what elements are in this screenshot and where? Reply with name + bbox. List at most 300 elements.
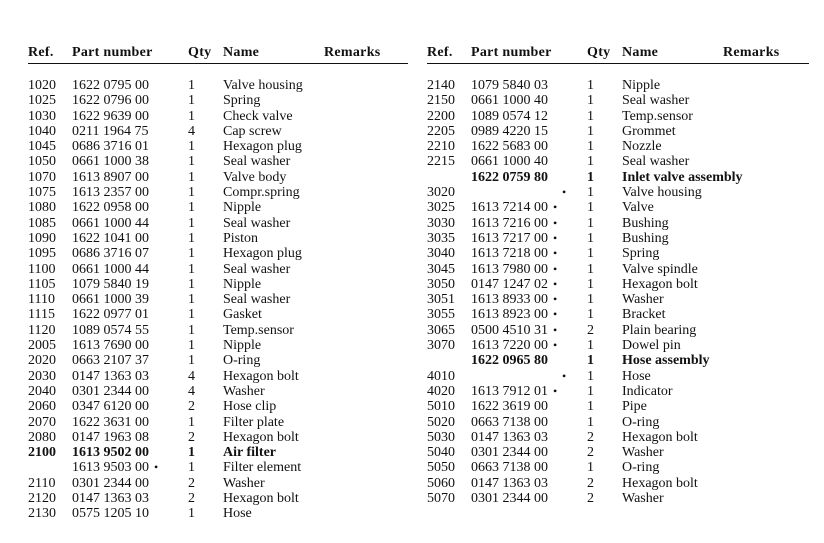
name-cell: Hexagon bolt — [223, 491, 299, 507]
table-row — [28, 154, 408, 169]
qty-cell: 2 — [587, 491, 594, 507]
parts-table-left — [28, 44, 408, 522]
table-row — [28, 307, 408, 322]
table-row — [427, 170, 809, 185]
part-number-text: 0686 3716 01 — [72, 139, 149, 155]
name-cell: Seal washer — [223, 261, 291, 277]
qty-cell: 2 — [587, 475, 594, 491]
qty-cell: 1 — [188, 185, 195, 201]
header-name: Name — [223, 45, 260, 60]
ref-cell: 2030 — [28, 368, 56, 384]
qty-cell: 1 — [587, 460, 594, 476]
part-number-cell — [471, 246, 557, 261]
qty-cell: 1 — [188, 154, 195, 170]
part-number-text: 0500 4510 31 — [471, 322, 548, 338]
part-number-text: 0661 1000 44 — [72, 261, 149, 277]
part-number-text: 1622 0958 00 — [72, 200, 149, 216]
qty-cell: 2 — [587, 445, 594, 461]
qty-cell: 1 — [188, 338, 195, 354]
part-number-cell — [72, 307, 149, 322]
part-number-cell — [471, 231, 557, 246]
part-number-text: 1622 1041 00 — [72, 230, 149, 246]
qty-cell: 4 — [188, 123, 195, 139]
ref-cell: 5050 — [427, 460, 455, 476]
name-cell: Cap screw — [223, 123, 282, 139]
part-number-cell — [471, 262, 557, 277]
part-number-cell — [471, 292, 557, 307]
name-cell: Indicator — [622, 383, 673, 399]
part-number-text: 1089 0574 12 — [471, 108, 548, 124]
name-cell: Inlet valve assembly — [622, 169, 743, 185]
table-row — [28, 170, 408, 185]
qty-cell: 4 — [188, 368, 195, 384]
name-cell: Hexagon plug — [223, 246, 302, 262]
qty-cell: 1 — [188, 230, 195, 246]
table-row — [427, 353, 809, 368]
ref-cell: 3030 — [427, 215, 455, 231]
bullet-marker: • — [562, 368, 567, 383]
name-cell: Bushing — [622, 215, 669, 231]
qty-cell: 1 — [188, 276, 195, 292]
part-number-cell — [72, 353, 149, 368]
part-number-cell — [471, 185, 566, 200]
bullet-marker: • — [553, 338, 558, 353]
ref-cell: 3070 — [427, 338, 455, 354]
qty-cell: 1 — [188, 200, 195, 216]
name-cell: Compr.spring — [223, 185, 300, 201]
table-row — [28, 185, 408, 200]
bullet-marker: • — [553, 200, 558, 215]
part-number-cell — [471, 491, 548, 506]
ref-cell: 1075 — [28, 185, 56, 201]
table-row — [28, 262, 408, 277]
part-number-text: 1622 0965 80 — [471, 353, 548, 369]
part-number-text: 1613 7912 01 — [471, 383, 548, 399]
name-cell: Hose — [622, 368, 651, 384]
part-number-cell — [72, 231, 149, 246]
part-number-text: 0301 2344 00 — [72, 383, 149, 399]
name-cell: Filter element — [223, 460, 302, 476]
qty-cell: 1 — [587, 200, 594, 216]
qty-cell: 2 — [188, 429, 195, 445]
ref-cell: 2150 — [427, 93, 455, 109]
qty-cell: 1 — [587, 353, 594, 369]
ref-cell: 1090 — [28, 230, 56, 246]
part-number-cell — [72, 200, 149, 215]
qty-cell: 1 — [587, 230, 594, 246]
part-number-text: 1613 7217 00 — [471, 230, 548, 246]
part-number-text: 1622 5683 00 — [471, 139, 548, 155]
part-number-cell — [471, 399, 548, 414]
qty-cell: 1 — [188, 261, 195, 277]
ref-cell: 1025 — [28, 93, 56, 109]
ref-cell: 2210 — [427, 139, 455, 155]
part-number-cell — [72, 170, 149, 185]
name-cell: Washer — [622, 491, 664, 507]
name-cell: Valve body — [223, 169, 287, 185]
name-cell: Hexagon bolt — [223, 429, 299, 445]
part-number-cell — [471, 154, 548, 169]
header-qty: Qty — [587, 45, 611, 60]
part-number-cell — [471, 445, 548, 460]
table-row — [427, 445, 809, 460]
bullet-marker: • — [553, 307, 558, 322]
name-cell: O-ring — [622, 460, 660, 476]
table-row — [28, 445, 408, 460]
qty-cell: 1 — [587, 368, 594, 384]
qty-cell: 1 — [587, 169, 594, 185]
table-row — [427, 491, 809, 506]
part-number-cell — [72, 109, 149, 124]
ref-cell: 3065 — [427, 322, 455, 338]
table-row — [427, 476, 809, 491]
qty-cell: 2 — [188, 399, 195, 415]
header-qty: Qty — [188, 45, 212, 60]
header-part-number: Part number — [72, 45, 153, 60]
table-row — [427, 124, 809, 139]
qty-cell: 1 — [587, 383, 594, 399]
name-cell: Bushing — [622, 230, 669, 246]
part-number-cell — [72, 246, 149, 261]
table-row — [28, 231, 408, 246]
table-row — [427, 323, 809, 338]
ref-cell: 3055 — [427, 307, 455, 323]
table-row — [28, 124, 408, 139]
table-row — [427, 93, 809, 108]
name-cell: Temp.sensor — [223, 322, 294, 338]
name-cell: Valve spindle — [622, 261, 698, 277]
part-number-text: 0661 1000 40 — [471, 93, 548, 109]
name-cell: O-ring — [223, 353, 261, 369]
part-number-cell — [471, 384, 557, 399]
ref-cell: 5010 — [427, 399, 455, 415]
name-cell: Valve housing — [622, 185, 702, 201]
qty-cell: 1 — [587, 261, 594, 277]
part-number-text: 1613 7214 00 — [471, 200, 548, 216]
qty-cell: 1 — [587, 185, 594, 201]
qty-cell: 1 — [587, 154, 594, 170]
qty-cell: 1 — [188, 246, 195, 262]
ref-cell: 2060 — [28, 399, 56, 415]
qty-cell: 1 — [587, 338, 594, 354]
part-number-text: 0661 1000 38 — [72, 154, 149, 170]
name-cell: Temp.sensor — [622, 108, 693, 124]
part-number-text: 0661 1000 44 — [72, 215, 149, 231]
name-cell: Grommet — [622, 123, 676, 139]
ref-cell: 2120 — [28, 491, 56, 507]
qty-cell: 1 — [587, 414, 594, 430]
name-cell: Washer — [622, 292, 664, 308]
part-number-cell — [72, 93, 149, 108]
ref-cell: 1045 — [28, 139, 56, 155]
part-number-text: 1613 7980 00 — [471, 261, 548, 277]
ref-cell: 3025 — [427, 200, 455, 216]
qty-cell: 1 — [587, 276, 594, 292]
ref-cell: 2100 — [28, 445, 56, 461]
part-number-text: 1079 5840 03 — [471, 78, 548, 93]
part-number-cell — [72, 124, 148, 139]
part-number-cell — [471, 476, 548, 491]
table-row — [427, 262, 809, 277]
table-row — [28, 338, 408, 353]
bullet-marker: • — [553, 276, 558, 291]
name-cell: Bracket — [622, 307, 666, 323]
table-row — [28, 323, 408, 338]
table-row — [28, 384, 408, 399]
table-row — [28, 353, 408, 368]
part-number-text: 0301 2344 00 — [72, 475, 149, 491]
part-number-text: 1622 3631 00 — [72, 414, 149, 430]
qty-cell: 1 — [587, 108, 594, 124]
name-cell: Hexagon bolt — [622, 276, 698, 292]
ref-cell: 2080 — [28, 429, 56, 445]
part-number-text: 0575 1205 10 — [72, 506, 149, 522]
header-remarks: Remarks — [324, 45, 381, 60]
part-number-text: 1613 7216 00 — [471, 215, 548, 231]
ref-cell: 1095 — [28, 246, 56, 262]
name-cell: Filter plate — [223, 414, 285, 430]
part-number-text: 0147 1363 03 — [72, 491, 149, 507]
ref-cell: 5020 — [427, 414, 455, 430]
qty-cell: 2 — [188, 475, 195, 491]
table-row — [28, 292, 408, 307]
ref-cell: 1085 — [28, 215, 56, 231]
qty-cell: 1 — [587, 292, 594, 308]
part-number-cell — [72, 277, 149, 292]
table-row — [427, 231, 809, 246]
ref-cell: 1080 — [28, 200, 56, 216]
part-number-cell — [72, 399, 149, 414]
qty-cell: 1 — [587, 215, 594, 231]
part-number-cell — [471, 369, 566, 384]
name-cell: Gasket — [223, 307, 262, 323]
name-cell: Washer — [622, 445, 664, 461]
ref-cell: 2040 — [28, 383, 56, 399]
table-row — [427, 139, 809, 154]
qty-cell: 1 — [188, 215, 195, 231]
table-row — [28, 415, 408, 430]
part-number-cell — [72, 430, 149, 445]
qty-cell: 1 — [188, 353, 195, 369]
name-cell: Seal washer — [223, 292, 291, 308]
part-number-text: 0301 2344 00 — [471, 445, 548, 461]
part-number-cell — [72, 292, 149, 307]
name-cell: Hexagon bolt — [622, 475, 698, 491]
part-number-text: 0661 1000 40 — [471, 154, 548, 170]
table-header — [427, 44, 809, 64]
ref-cell: 2110 — [28, 475, 56, 491]
table-row — [28, 246, 408, 261]
ref-cell: 2130 — [28, 506, 56, 522]
bullet-marker: • — [553, 292, 558, 307]
part-number-text: 0663 7138 00 — [471, 414, 548, 430]
name-cell: Valve housing — [223, 78, 303, 93]
part-number-cell — [72, 384, 149, 399]
qty-cell: 1 — [188, 445, 195, 461]
part-number-cell — [72, 139, 149, 154]
part-number-cell — [72, 262, 149, 277]
ref-cell: 2215 — [427, 154, 455, 170]
name-cell: Hexagon bolt — [223, 368, 299, 384]
name-cell: Hose assembly — [622, 353, 710, 369]
part-number-text: 0347 6120 00 — [72, 399, 149, 415]
part-number-cell — [72, 338, 149, 353]
qty-cell: 1 — [587, 246, 594, 262]
ref-cell: 3020 — [427, 185, 455, 201]
qty-cell: 1 — [188, 78, 195, 93]
part-number-text: 1613 8907 00 — [72, 169, 149, 185]
name-cell: Spring — [622, 246, 660, 262]
name-cell: Plain bearing — [622, 322, 697, 338]
table-row — [427, 460, 809, 475]
qty-cell: 1 — [587, 139, 594, 155]
ref-cell: 3051 — [427, 292, 455, 308]
qty-cell: 1 — [587, 307, 594, 323]
part-number-text: 0989 4220 15 — [471, 123, 548, 139]
part-number-cell — [471, 415, 548, 430]
part-number-text: 0686 3716 07 — [72, 246, 149, 262]
part-number-cell — [471, 200, 557, 215]
part-number-cell — [471, 78, 548, 93]
header-ref: Ref. — [427, 45, 453, 60]
part-number-cell — [471, 139, 548, 154]
qty-cell: 1 — [587, 93, 594, 109]
ref-cell: 3040 — [427, 246, 455, 262]
table-row — [427, 154, 809, 169]
part-number-text: 1613 7690 00 — [72, 338, 149, 354]
part-number-cell — [72, 491, 149, 506]
part-number-text: 1622 0977 01 — [72, 307, 149, 323]
name-cell: Air filter — [223, 445, 276, 461]
table-row — [427, 292, 809, 307]
table-row — [28, 430, 408, 445]
ref-cell: 2005 — [28, 338, 56, 354]
header-part-number: Part number — [471, 45, 552, 60]
part-number-cell — [471, 124, 548, 139]
part-number-text: 0661 1000 39 — [72, 292, 149, 308]
table-row — [427, 384, 809, 399]
part-number-text: 1622 9639 00 — [72, 108, 149, 124]
header-ref: Ref. — [28, 45, 54, 60]
ref-cell: 3035 — [427, 230, 455, 246]
part-number-cell — [471, 277, 557, 292]
name-cell: Seal washer — [622, 93, 690, 109]
part-number-text: 1613 9503 00 — [72, 460, 149, 476]
part-number-text: 1613 7220 00 — [471, 338, 548, 354]
part-number-cell — [471, 430, 548, 445]
name-cell: Nipple — [223, 200, 262, 216]
name-cell: Nozzle — [622, 139, 662, 155]
table-body — [427, 78, 809, 506]
name-cell: Piston — [223, 230, 259, 246]
table-row — [28, 139, 408, 154]
part-number-cell — [471, 109, 548, 124]
part-number-cell — [471, 216, 557, 231]
table-row — [28, 216, 408, 231]
name-cell: Valve — [622, 200, 654, 216]
header-name: Name — [622, 45, 659, 60]
name-cell: Hexagon plug — [223, 139, 302, 155]
part-number-text: 0301 2344 00 — [471, 491, 548, 507]
ref-cell: 1040 — [28, 123, 56, 139]
table-row — [427, 277, 809, 292]
name-cell: Nipple — [223, 338, 262, 354]
ref-cell: 2200 — [427, 108, 455, 124]
ref-cell: 5030 — [427, 429, 455, 445]
ref-cell: 2205 — [427, 123, 455, 139]
name-cell: Washer — [223, 383, 265, 399]
ref-cell: 3050 — [427, 276, 455, 292]
part-number-text: 0211 1964 75 — [72, 123, 149, 139]
ref-cell: 5060 — [427, 475, 455, 491]
part-number-cell — [72, 216, 149, 231]
ref-cell: 1070 — [28, 169, 56, 185]
part-number-cell — [72, 369, 149, 384]
table-row — [427, 78, 809, 93]
table-row — [28, 369, 408, 384]
bullet-marker: • — [553, 322, 558, 337]
name-cell: Dowel pin — [622, 338, 681, 354]
ref-cell: 1105 — [28, 276, 56, 292]
part-number-text: 0147 1247 02 — [471, 276, 548, 292]
bullet-marker: • — [562, 185, 567, 200]
qty-cell: 1 — [188, 292, 195, 308]
part-number-text: 0663 7138 00 — [471, 460, 548, 476]
ref-cell: 2070 — [28, 414, 56, 430]
part-number-cell — [471, 307, 557, 322]
part-number-cell — [471, 170, 548, 185]
name-cell: Hose clip — [223, 399, 277, 415]
part-number-text: 1613 8933 00 — [471, 292, 548, 308]
name-cell: Seal washer — [223, 215, 291, 231]
table-row — [28, 109, 408, 124]
part-number-cell — [72, 506, 149, 521]
part-number-text: 1622 0759 80 — [471, 169, 548, 185]
name-cell: Spring — [223, 93, 261, 109]
table-row — [427, 415, 809, 430]
name-cell: Check valve — [223, 108, 293, 124]
table-row — [427, 307, 809, 322]
name-cell: Hexagon bolt — [622, 429, 698, 445]
part-number-cell — [72, 323, 149, 338]
part-number-text: 1622 0796 00 — [72, 93, 149, 109]
bullet-marker: • — [553, 383, 558, 398]
table-row — [28, 399, 408, 414]
ref-cell: 4010 — [427, 368, 455, 384]
qty-cell: 2 — [587, 429, 594, 445]
ref-cell: 2140 — [427, 78, 455, 93]
name-cell: Nipple — [223, 276, 262, 292]
ref-cell: 5040 — [427, 445, 455, 461]
table-row — [427, 109, 809, 124]
ref-cell: 4020 — [427, 383, 455, 399]
header-remarks: Remarks — [723, 45, 780, 60]
part-number-cell — [72, 78, 149, 93]
ref-cell: 1050 — [28, 154, 56, 170]
ref-cell: 1120 — [28, 322, 56, 338]
bullet-marker: • — [553, 246, 558, 261]
table-row — [28, 491, 408, 506]
qty-cell: 1 — [587, 123, 594, 139]
table-row — [28, 476, 408, 491]
part-number-text: 1089 0574 55 — [72, 322, 149, 338]
part-number-cell — [471, 323, 557, 338]
ref-cell: 1110 — [28, 292, 55, 308]
table-row — [28, 200, 408, 215]
table-row — [427, 200, 809, 215]
table-row — [28, 460, 408, 475]
qty-cell: 1 — [188, 139, 195, 155]
